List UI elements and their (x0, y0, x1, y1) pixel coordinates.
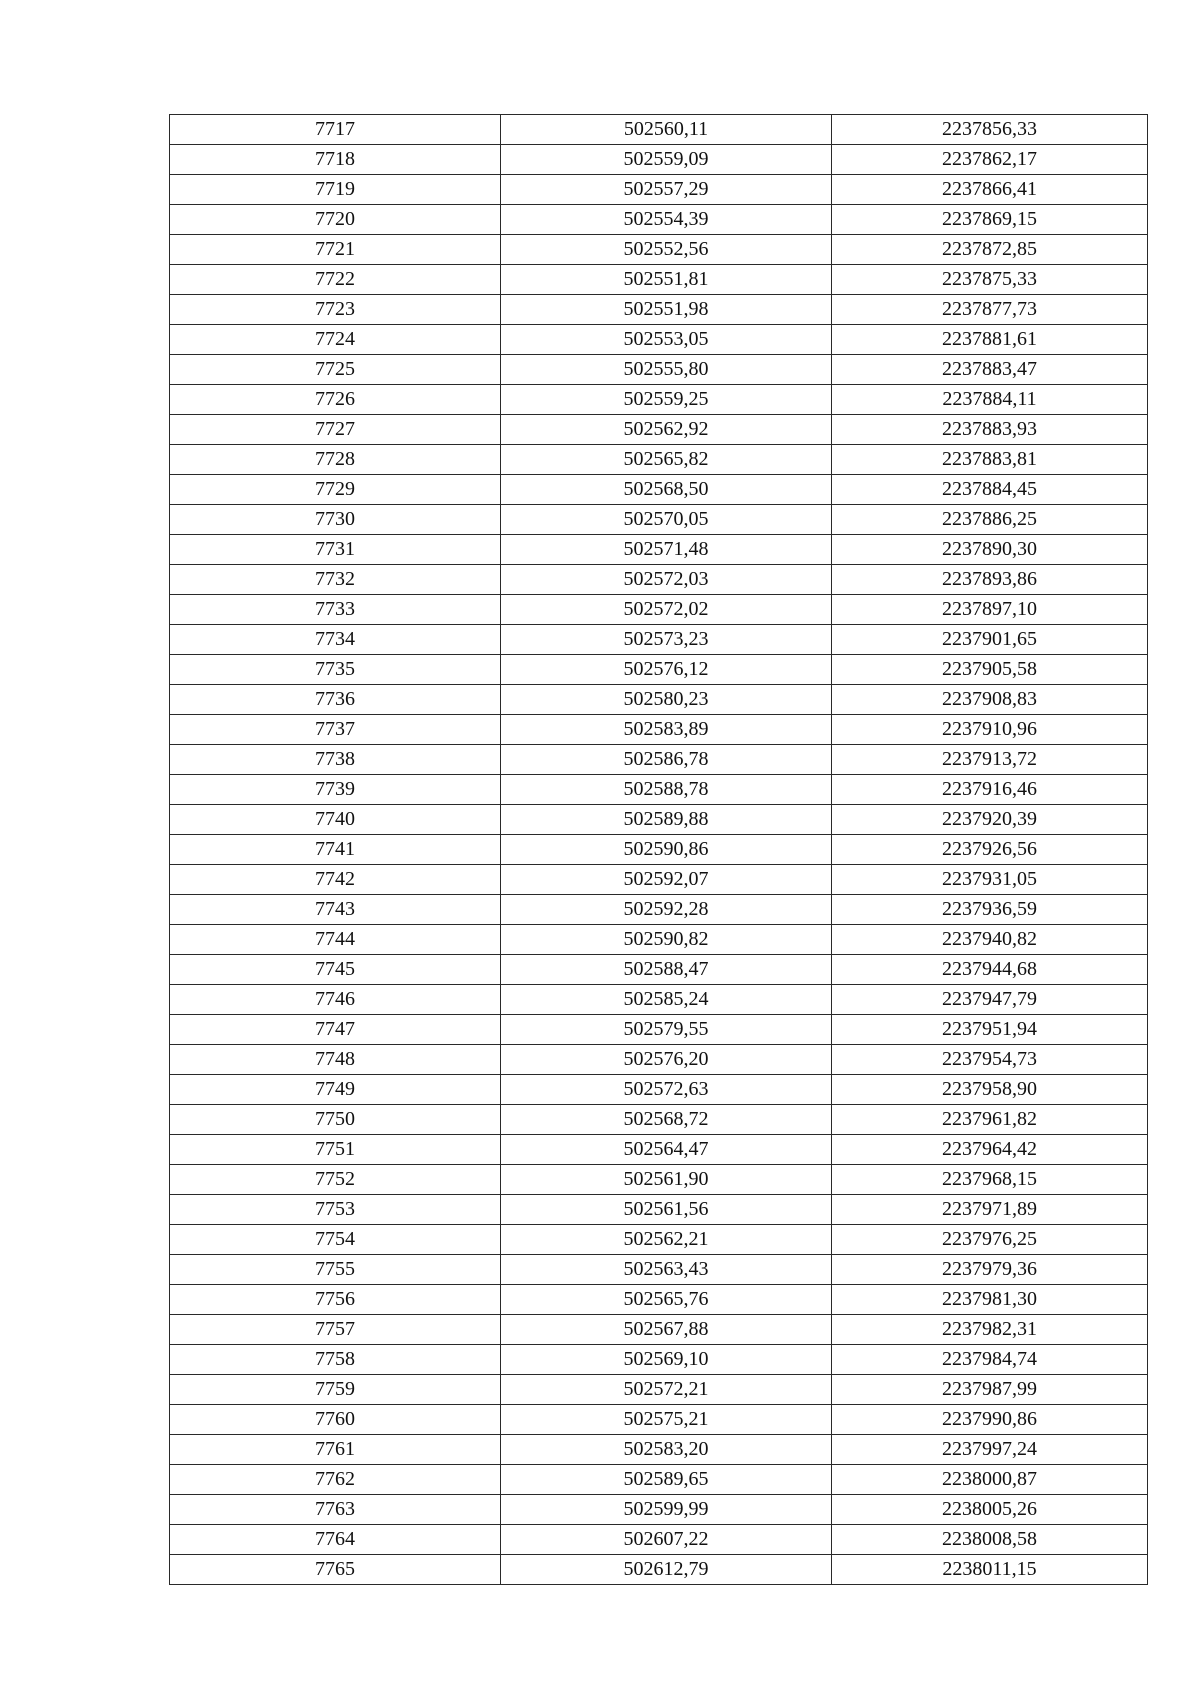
table-row (170, 1135, 1148, 1165)
table-row (170, 475, 1148, 505)
point-number-cell: 7746 (170, 985, 501, 1015)
table-row (170, 325, 1148, 355)
table-row (170, 1285, 1148, 1315)
x-coordinate-cell: 502590,86 (501, 835, 832, 865)
y-coordinate-cell: 2237908,83 (832, 685, 1148, 715)
point-number-cell: 7753 (170, 1195, 501, 1225)
x-coordinate-cell: 502572,03 (501, 565, 832, 595)
x-coordinate-cell: 502561,90 (501, 1165, 832, 1195)
y-coordinate-cell: 2237886,25 (832, 505, 1148, 535)
y-coordinate-cell: 2238000,87 (832, 1465, 1148, 1495)
y-coordinate-cell: 2237982,31 (832, 1315, 1148, 1345)
table-row (170, 745, 1148, 775)
x-coordinate-cell: 502589,88 (501, 805, 832, 835)
point-number-cell: 7760 (170, 1405, 501, 1435)
x-coordinate-cell: 502565,82 (501, 445, 832, 475)
x-coordinate-cell: 502562,92 (501, 415, 832, 445)
point-number-cell: 7730 (170, 505, 501, 535)
point-number-cell: 7742 (170, 865, 501, 895)
table-row (170, 1465, 1148, 1495)
point-number-cell: 7743 (170, 895, 501, 925)
table-row (170, 235, 1148, 265)
point-number-cell: 7756 (170, 1285, 501, 1315)
x-coordinate-cell: 502562,21 (501, 1225, 832, 1255)
y-coordinate-cell: 2237931,05 (832, 865, 1148, 895)
x-coordinate-cell: 502579,55 (501, 1015, 832, 1045)
table-row (170, 415, 1148, 445)
point-number-cell: 7737 (170, 715, 501, 745)
point-number-cell: 7757 (170, 1315, 501, 1345)
y-coordinate-cell: 2238008,58 (832, 1525, 1148, 1555)
x-coordinate-cell: 502568,50 (501, 475, 832, 505)
point-number-cell: 7722 (170, 265, 501, 295)
table-row (170, 1075, 1148, 1105)
x-coordinate-cell: 502554,39 (501, 205, 832, 235)
table-row (170, 625, 1148, 655)
point-number-cell: 7751 (170, 1135, 501, 1165)
point-number-cell: 7731 (170, 535, 501, 565)
x-coordinate-cell: 502567,88 (501, 1315, 832, 1345)
table-row (170, 1315, 1148, 1345)
x-coordinate-cell: 502553,05 (501, 325, 832, 355)
x-coordinate-cell: 502580,23 (501, 685, 832, 715)
y-coordinate-cell: 2238005,26 (832, 1495, 1148, 1525)
y-coordinate-cell: 2237862,17 (832, 145, 1148, 175)
table-row (170, 685, 1148, 715)
table-row (170, 655, 1148, 685)
y-coordinate-cell: 2237936,59 (832, 895, 1148, 925)
table-row (170, 865, 1148, 895)
x-coordinate-cell: 502557,29 (501, 175, 832, 205)
table-row (170, 1045, 1148, 1075)
point-number-cell: 7747 (170, 1015, 501, 1045)
x-coordinate-cell: 502586,78 (501, 745, 832, 775)
x-coordinate-cell: 502564,47 (501, 1135, 832, 1165)
point-number-cell: 7741 (170, 835, 501, 865)
y-coordinate-cell: 2237884,45 (832, 475, 1148, 505)
y-coordinate-cell: 2237926,56 (832, 835, 1148, 865)
table-row (170, 175, 1148, 205)
y-coordinate-cell: 2237884,11 (832, 385, 1148, 415)
y-coordinate-cell: 2237981,30 (832, 1285, 1148, 1315)
coordinates-table (169, 114, 1148, 1585)
y-coordinate-cell: 2237979,36 (832, 1255, 1148, 1285)
point-number-cell: 7758 (170, 1345, 501, 1375)
point-number-cell: 7724 (170, 325, 501, 355)
table-row (170, 1165, 1148, 1195)
table-row (170, 1435, 1148, 1465)
y-coordinate-cell: 2237869,15 (832, 205, 1148, 235)
y-coordinate-cell: 2237990,86 (832, 1405, 1148, 1435)
x-coordinate-cell: 502571,48 (501, 535, 832, 565)
point-number-cell: 7733 (170, 595, 501, 625)
point-number-cell: 7727 (170, 415, 501, 445)
point-number-cell: 7720 (170, 205, 501, 235)
x-coordinate-cell: 502607,22 (501, 1525, 832, 1555)
table-row (170, 1375, 1148, 1405)
point-number-cell: 7721 (170, 235, 501, 265)
point-number-cell: 7748 (170, 1045, 501, 1075)
table-row (170, 1405, 1148, 1435)
y-coordinate-cell: 2237964,42 (832, 1135, 1148, 1165)
y-coordinate-cell: 2237875,33 (832, 265, 1148, 295)
point-number-cell: 7749 (170, 1075, 501, 1105)
table-row (170, 1345, 1148, 1375)
table-row (170, 265, 1148, 295)
point-number-cell: 7728 (170, 445, 501, 475)
y-coordinate-cell: 2237997,24 (832, 1435, 1148, 1465)
x-coordinate-cell: 502570,05 (501, 505, 832, 535)
y-coordinate-cell: 2237984,74 (832, 1345, 1148, 1375)
x-coordinate-cell: 502573,23 (501, 625, 832, 655)
point-number-cell: 7736 (170, 685, 501, 715)
point-number-cell: 7750 (170, 1105, 501, 1135)
point-number-cell: 7764 (170, 1525, 501, 1555)
y-coordinate-cell: 2237883,81 (832, 445, 1148, 475)
coordinates-table-body (170, 115, 1148, 1585)
table-row (170, 145, 1148, 175)
table-row (170, 115, 1148, 145)
x-coordinate-cell: 502583,20 (501, 1435, 832, 1465)
x-coordinate-cell: 502588,47 (501, 955, 832, 985)
y-coordinate-cell: 2237968,15 (832, 1165, 1148, 1195)
y-coordinate-cell: 2237976,25 (832, 1225, 1148, 1255)
point-number-cell: 7754 (170, 1225, 501, 1255)
table-row (170, 805, 1148, 835)
point-number-cell: 7719 (170, 175, 501, 205)
table-row (170, 445, 1148, 475)
y-coordinate-cell: 2237987,99 (832, 1375, 1148, 1405)
y-coordinate-cell: 2237905,58 (832, 655, 1148, 685)
x-coordinate-cell: 502568,72 (501, 1105, 832, 1135)
table-row (170, 295, 1148, 325)
table-row (170, 985, 1148, 1015)
table-row (170, 1495, 1148, 1525)
y-coordinate-cell: 2237944,68 (832, 955, 1148, 985)
y-coordinate-cell: 2237866,41 (832, 175, 1148, 205)
table-row (170, 505, 1148, 535)
x-coordinate-cell: 502599,99 (501, 1495, 832, 1525)
x-coordinate-cell: 502590,82 (501, 925, 832, 955)
y-coordinate-cell: 2237947,79 (832, 985, 1148, 1015)
point-number-cell: 7761 (170, 1435, 501, 1465)
y-coordinate-cell: 2237916,46 (832, 775, 1148, 805)
y-coordinate-cell: 2237971,89 (832, 1195, 1148, 1225)
x-coordinate-cell: 502589,65 (501, 1465, 832, 1495)
x-coordinate-cell: 502572,63 (501, 1075, 832, 1105)
x-coordinate-cell: 502575,21 (501, 1405, 832, 1435)
point-number-cell: 7738 (170, 745, 501, 775)
y-coordinate-cell: 2237897,10 (832, 595, 1148, 625)
table-row (170, 535, 1148, 565)
point-number-cell: 7729 (170, 475, 501, 505)
point-number-cell: 7732 (170, 565, 501, 595)
table-row (170, 205, 1148, 235)
x-coordinate-cell: 502563,43 (501, 1255, 832, 1285)
table-row (170, 355, 1148, 385)
y-coordinate-cell: 2237961,82 (832, 1105, 1148, 1135)
y-coordinate-cell: 2237881,61 (832, 325, 1148, 355)
point-number-cell: 7723 (170, 295, 501, 325)
x-coordinate-cell: 502592,28 (501, 895, 832, 925)
y-coordinate-cell: 2237893,86 (832, 565, 1148, 595)
y-coordinate-cell: 2237913,72 (832, 745, 1148, 775)
table-row (170, 1255, 1148, 1285)
point-number-cell: 7745 (170, 955, 501, 985)
table-row (170, 1105, 1148, 1135)
y-coordinate-cell: 2237958,90 (832, 1075, 1148, 1105)
point-number-cell: 7762 (170, 1465, 501, 1495)
point-number-cell: 7740 (170, 805, 501, 835)
point-number-cell: 7734 (170, 625, 501, 655)
y-coordinate-cell: 2237920,39 (832, 805, 1148, 835)
point-number-cell: 7735 (170, 655, 501, 685)
table-row (170, 1015, 1148, 1045)
x-coordinate-cell: 502560,11 (501, 115, 832, 145)
y-coordinate-cell: 2237872,85 (832, 235, 1148, 265)
table-row (170, 1195, 1148, 1225)
point-number-cell: 7744 (170, 925, 501, 955)
x-coordinate-cell: 502565,76 (501, 1285, 832, 1315)
y-coordinate-cell: 2237877,73 (832, 295, 1148, 325)
x-coordinate-cell: 502559,09 (501, 145, 832, 175)
table-row (170, 955, 1148, 985)
x-coordinate-cell: 502585,24 (501, 985, 832, 1015)
point-number-cell: 7752 (170, 1165, 501, 1195)
x-coordinate-cell: 502572,21 (501, 1375, 832, 1405)
y-coordinate-cell: 2237883,47 (832, 355, 1148, 385)
table-row (170, 1225, 1148, 1255)
x-coordinate-cell: 502561,56 (501, 1195, 832, 1225)
table-row (170, 1555, 1148, 1585)
point-number-cell: 7717 (170, 115, 501, 145)
y-coordinate-cell: 2237883,93 (832, 415, 1148, 445)
point-number-cell: 7755 (170, 1255, 501, 1285)
point-number-cell: 7726 (170, 385, 501, 415)
y-coordinate-cell: 2237901,65 (832, 625, 1148, 655)
x-coordinate-cell: 502612,79 (501, 1555, 832, 1585)
x-coordinate-cell: 502551,81 (501, 265, 832, 295)
table-row (170, 925, 1148, 955)
table-row (170, 595, 1148, 625)
x-coordinate-cell: 502551,98 (501, 295, 832, 325)
table-row (170, 385, 1148, 415)
y-coordinate-cell: 2237856,33 (832, 115, 1148, 145)
y-coordinate-cell: 2237951,94 (832, 1015, 1148, 1045)
table-row (170, 1525, 1148, 1555)
table-row (170, 775, 1148, 805)
point-number-cell: 7725 (170, 355, 501, 385)
point-number-cell: 7718 (170, 145, 501, 175)
x-coordinate-cell: 502576,20 (501, 1045, 832, 1075)
point-number-cell: 7765 (170, 1555, 501, 1585)
y-coordinate-cell: 2237890,30 (832, 535, 1148, 565)
x-coordinate-cell: 502569,10 (501, 1345, 832, 1375)
x-coordinate-cell: 502555,80 (501, 355, 832, 385)
x-coordinate-cell: 502572,02 (501, 595, 832, 625)
x-coordinate-cell: 502592,07 (501, 865, 832, 895)
table-row (170, 565, 1148, 595)
x-coordinate-cell: 502583,89 (501, 715, 832, 745)
point-number-cell: 7739 (170, 775, 501, 805)
table-row (170, 835, 1148, 865)
y-coordinate-cell: 2237910,96 (832, 715, 1148, 745)
x-coordinate-cell: 502552,56 (501, 235, 832, 265)
table-row (170, 715, 1148, 745)
table-row (170, 895, 1148, 925)
y-coordinate-cell: 2237954,73 (832, 1045, 1148, 1075)
x-coordinate-cell: 502576,12 (501, 655, 832, 685)
x-coordinate-cell: 502559,25 (501, 385, 832, 415)
y-coordinate-cell: 2237940,82 (832, 925, 1148, 955)
y-coordinate-cell: 2238011,15 (832, 1555, 1148, 1585)
point-number-cell: 7759 (170, 1375, 501, 1405)
point-number-cell: 7763 (170, 1495, 501, 1525)
x-coordinate-cell: 502588,78 (501, 775, 832, 805)
